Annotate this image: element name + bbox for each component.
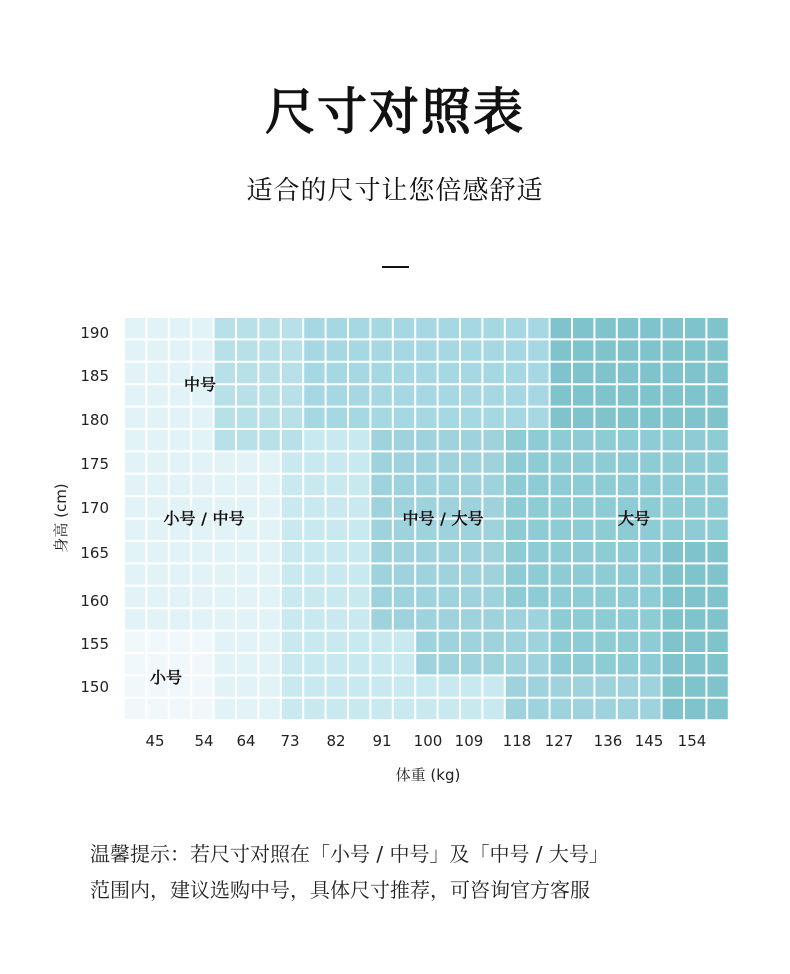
x-tick-label: 54: [194, 732, 214, 750]
tip-line-1: 温馨提示：若尺寸对照在「小号 / 中号」及「中号 / 大号」: [90, 842, 609, 866]
tip-line-2: 范围内，建议选购中号，具体尺寸推荐，可咨询官方客服: [90, 878, 590, 902]
y-tick-label: 150: [80, 678, 109, 696]
x-axis-label: 体重 (kg): [395, 766, 461, 784]
y-axis-label: 身高 (cm): [52, 483, 70, 553]
y-tick-label: 185: [80, 367, 109, 385]
region-label: 大号: [617, 509, 651, 528]
x-tick-label: 154: [677, 732, 707, 750]
y-tick-label: 190: [80, 324, 109, 342]
y-tick-label: 175: [80, 455, 109, 473]
tip-note: [90, 836, 750, 908]
x-tick-label: 64: [236, 732, 256, 750]
x-tick-label: 100: [413, 732, 443, 750]
x-tick-label: 136: [593, 732, 623, 750]
x-tick-label: 73: [280, 732, 300, 750]
chart-x-ticks: [145, 732, 706, 750]
region-label: 小号: [149, 668, 183, 687]
page-subtitle: 适合的尺寸让您倍感舒适: [246, 176, 544, 206]
y-tick-label: 160: [80, 592, 109, 610]
chart-y-ticks: [80, 324, 109, 696]
y-tick-label: 170: [80, 499, 109, 517]
y-tick-label: 155: [80, 635, 109, 653]
x-tick-label: 145: [634, 732, 664, 750]
x-tick-label: 127: [544, 732, 574, 750]
region-label: 中号: [183, 375, 217, 394]
page-title: 尺寸对照表: [265, 83, 525, 141]
chart-zone: [303, 317, 549, 429]
region-label: 中号 / 大号: [402, 509, 484, 528]
y-tick-label: 165: [80, 544, 109, 562]
x-tick-label: 45: [145, 732, 165, 750]
region-label: 小号 / 中号: [163, 509, 245, 528]
x-tick-label: 109: [454, 732, 484, 750]
x-tick-label: 118: [502, 732, 532, 750]
y-tick-label: 180: [80, 411, 109, 429]
x-tick-label: 91: [372, 732, 392, 750]
x-tick-label: 82: [326, 732, 346, 750]
